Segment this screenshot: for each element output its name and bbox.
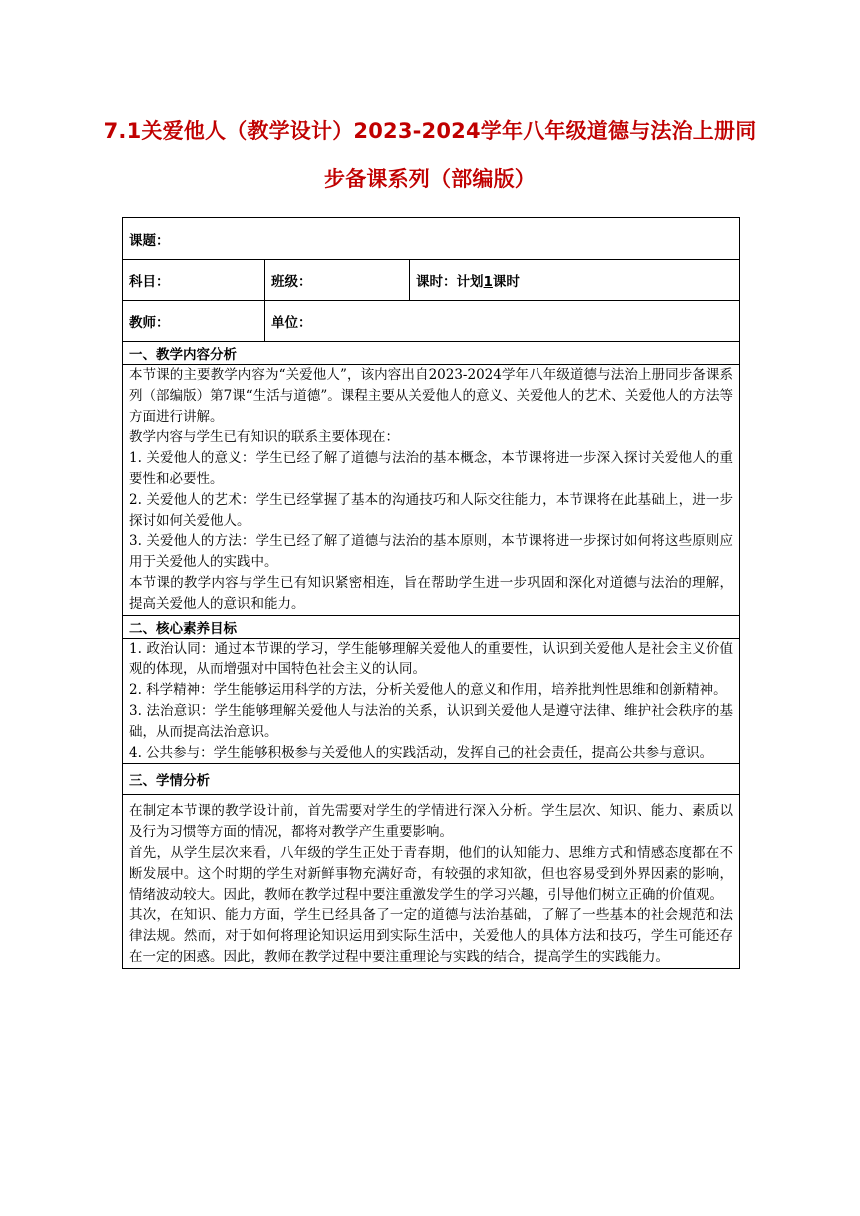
section-1-paragraph: 本节课的主要教学内容为“关爱他人”，该内容出自2023-2024学年八年级道德与法治上册同步备课系列（部编版）第7课“生活与道德”。课程主要从关爱他人的意义、关爱他人的艺术、关爱他人的方法等方面进行讲解。 (129, 367, 734, 425)
topic-label: 课题： (129, 232, 170, 249)
subject-cell (123, 260, 265, 301)
class-cell (265, 260, 410, 301)
subject-label: 科目： (129, 274, 170, 290)
document-title (100, 107, 760, 203)
section-2-heading: 二、核心素养目标 (123, 615, 740, 638)
section-1-paragraph: 2. 关爱他人的艺术：学生已经掌握了基本的沟通技巧和人际交往能力，本节课将在此基础上，进一步探讨如何关爱他人。 (129, 491, 734, 529)
topic-cell (123, 218, 740, 260)
section-1-heading: 一、教学内容分析 (123, 342, 740, 365)
section-3-paragraph: 首先，从学生层次来看，八年级的学生正处于青春期，他们的认知能力、思维方式和情感态度都在不断发展中。这个时期的学生对新鲜事物充满好奇，有较强的求知欲，但也容易受到外界因素的影响，情绪波动较大。因此，教师在教学过程中要注重激发学生的学习兴趣，引导他们树立正确的价值观。 (129, 844, 734, 903)
section-3-paragraph: 其次，在知识、能力方面，学生已经具备了一定的道德与法治基础，了解了一些基本的社会规范和法律法规。然而，对于如何将理论知识运用到实际生活中，关爱他人的具体方法和技巧，学生可能还存在一定的困惑。因此，教师在教学过程中要注重理论与实践的结合，提高学生的实践能力。 (129, 907, 734, 965)
teacher-row (123, 301, 740, 342)
section-2-paragraph: 3. 法治意识：学生能够理解关爱他人与法治的关系，认识到关爱他人是遵守法律、维护社会秩序的基础，从而提高法治意识。 (129, 702, 734, 740)
teacher-cell (123, 301, 265, 342)
section-1-paragraph: 1. 关爱他人的意义：学生已经了解了道德与法治的基本概念，本节课将进一步深入探讨关爱他人的重要性和必要性。 (129, 450, 734, 487)
section-3-heading-row (123, 764, 740, 795)
section-2-body-row (123, 638, 740, 764)
subject-row (123, 260, 740, 301)
hours-cell (410, 260, 740, 301)
section-1-paragraph: 本节课的教学内容与学生已有知识紧密相连，旨在帮助学生进一步巩固和深化对道德与法治的理解，提高关爱他人的意识和能力。 (129, 574, 734, 612)
section-1-heading-row (123, 342, 740, 365)
section-3-body (123, 795, 740, 968)
class-label: 班级： (271, 274, 312, 290)
title-line-2: 步备课系列（部编版） (324, 167, 536, 191)
section-1-paragraph: 教学内容与学生已有知识的联系主要体现在： (129, 429, 399, 446)
hours-prefix: 课时：计划 (416, 274, 484, 290)
lesson-plan-table (122, 217, 740, 969)
hours-suffix: 课时 (492, 274, 520, 290)
section-3-heading: 三、学情分析 (123, 764, 740, 795)
section-3-body-row (123, 795, 740, 968)
title-line-1: 7.1关爱他人（教学设计）2023-2024学年八年级道德与法治上册同 (103, 119, 757, 143)
section-1-body (123, 365, 740, 616)
section-2-paragraph: 4. 公共参与：学生能够积极参与关爱他人的实践活动，发挥自己的社会责任，提高公共参与意识。 (129, 744, 714, 761)
unit-cell (265, 301, 740, 342)
teacher-label: 教师： (129, 315, 170, 331)
section-2-paragraph: 1. 政治认同：通过本节课的学习，学生能够理解关爱他人的重要性，认识到关爱他人是社会主义价值观的体现，从而增强对中国特色社会主义的认同。 (129, 640, 734, 678)
topic-row (123, 218, 740, 260)
unit-label: 单位： (271, 315, 312, 331)
section-2-paragraph: 2. 科学精神：学生能够运用科学的方法，分析关爱他人的意义和作用，培养批判性思维和创新精神。 (129, 682, 727, 699)
section-2-heading-row (123, 615, 740, 638)
section-3-paragraph: 在制定本节课的教学设计前，首先需要对学生的学情进行深入分析。学生层次、知识、能力、素质以及行为习惯等方面的情况，都将对教学产生重要影响。 (129, 803, 734, 841)
section-1-paragraph: 3. 关爱他人的方法：学生已经了解了道德与法治的基本原则，本节课将进一步探讨如何将这些原则应用于关爱他人的实践中。 (129, 533, 734, 571)
hours-value: 1 (483, 274, 493, 290)
section-2-body (123, 638, 740, 764)
section-1-body-row (123, 365, 740, 616)
